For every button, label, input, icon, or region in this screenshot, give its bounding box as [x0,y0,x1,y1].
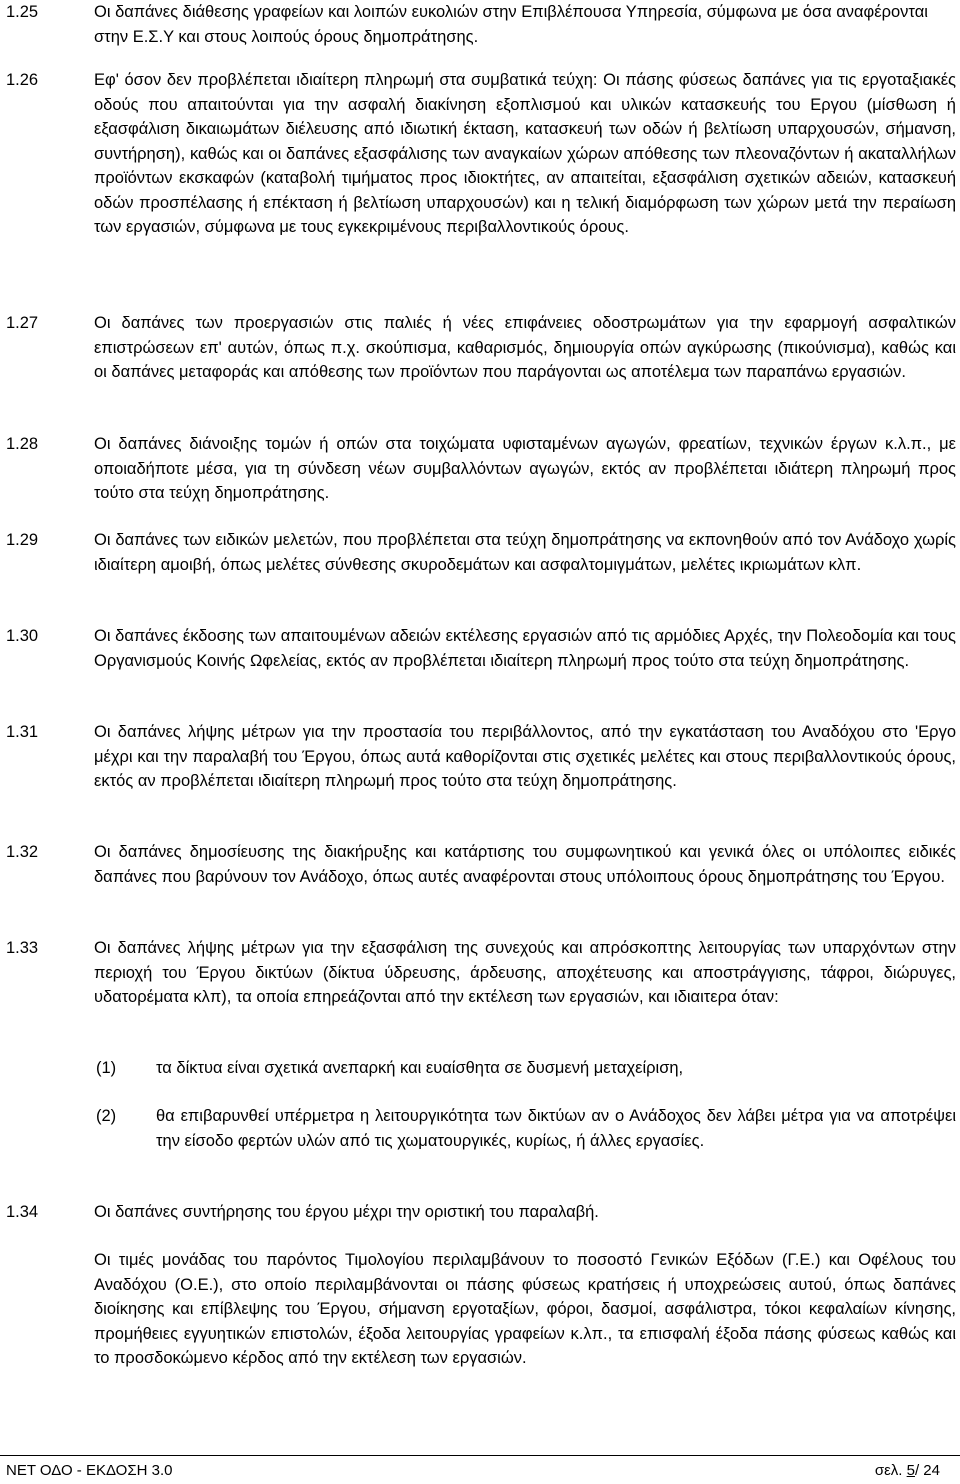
clause-1-25 [6,0,956,49]
footer-divider [0,1455,960,1456]
clause-text: Οι δαπάνες διάνοιξης τομών ή οπών στα τοιχώματα υφισταμένων αγωγών, φρεατίων, τεχνικών έργων κ.λ.π., με οποιαδήποτε μέσα, για τη σύνδεση νέων συμβαλλόντων αγωγών, εκτός αν προβλέπεται ιδιάτερη πληρωμή προς τούτο στα τεύχη δημοπράτησης. [94,435,956,502]
clause-number: 1.29 [6,531,39,549]
subclause-text: θα επιβαρυνθεί υπέρμετρα η λειτουργικότητα των δικτύων αν ο Ανάδοχος δεν λάβει μέτρα για να αποτρέψει την είσοδο φερτών υλών από τις χωματουργικές, κυρίως, ή άλλες εργασίες. [156,1107,956,1150]
clause-1-31 [6,720,956,794]
clause-number: 1.33 [6,939,39,957]
footer-document-version: ΝΕΤ ΟΔΟ - ΕΚΔΟΣΗ 3.0 [6,1462,173,1479]
clause-text: Οι δαπάνες λήψης μέτρων για την εξασφάλιση της συνεχούς και απρόσκοπτης λειτουργίας των υπαρχόντων στην περιοχή του Έργου δικτύων (δίκτυα ύδρευσης, άρδευσης, αποχέτευσης και αποστράγγισης, τάφροι, διώρυγες, υδατορέματα κλπ), τα οποία επηρεάζονται από την εκτέλεση των εργασιών, και ιδιαιτερα όταν: [94,939,956,1006]
clause-text: Οι δαπάνες των ειδικών μελετών, που προβλέπεται στα τεύχη δημοπράτησης να εκπονηθούν από τον Ανάδοχο χωρίς ιδιαίτερη αμοιβή, όπως μελέτες σύνθεσης σκυροδεμάτων και ασφαλτομιγμάτων, μελέτες ικριωμάτων κλπ. [94,531,956,574]
clause-text: Εφ' όσον δεν προβλέπεται ιδιαίτερη πληρωμή στα συμβατικά τεύχη: Οι πάσης φύσεως δαπάνες για τις εργοταξιακές οδούς που απαιτούνται για την ασφαλή διακίνηση εξοπλισμού και υλικών κατασκευής του Εργου (μίσθωση ή εξασφάλιση δικαιωμάτων διέλευσης από ιδιωτική έκταση, κατασκευή των οδών ή βελτίωση υπαρχουσών, σήμανση, συντήρηση), καθώς και οι δαπάνες εξασφάλισης των αναγκαίων χώρων απόθεσης των πλεοναζόντων ή ακαταλλήλων προϊόντων εκσκαφών (καταβολή τιμήματος προς ιδιοκτήτες, αν απαιτείται, εξασφάλιση σχετικών αδειών, κατασκευή οδών προσπέλασης ή επέκταση ή βελτίωση υπαρχουσών) και η τελική διαμόρφωση των χώρων μετά την περαίωση των εργασιών, σύμφωνα με τους εγκεκριμένους περιβαλλοντικούς όρους. [94,71,956,236]
clause-number: 1.34 [6,1203,39,1221]
clause-1-27 [6,311,956,385]
clause-number: 1.30 [6,627,39,645]
clause-text: Οι δαπάνες δημοσίευσης της διακήρυξης και κατάρτισης του συμφωνητικού και γενικά όλες οι υπόλοιπες ειδικές δαπάνες που βαρύνουν τον Ανάδοχο, όπως αυτές αναφέρονται στους υπόλοιπους όρους δημοπράτησης του Έργου. [94,843,956,886]
clause-1-29 [6,528,956,577]
page-total: / 24 [914,1462,940,1479]
clause-1-32 [6,840,956,889]
clause-1-34 [6,1200,956,1225]
clause-text: Οι δαπάνες των προεργασιών στις παλιές ή νέες επιφάνειες οδοστρωμάτων για την εφαρμογή ασφαλτικών επιστρώσεων επ' αυτών, όπως π.χ. σκούπισμα, καθαρισμός, δημιουργία οπών αγκύρωσης (πικούνισμα), καθώς και οι δαπάνες μεταφοράς και απόθεσης των προϊόντων που παράγονται ως αποτέλεμα των παραπάνω εργασιών. [94,314,956,381]
clause-number: 1.32 [6,843,39,861]
clause-text: Οι δαπάνες συντήρησης του έργου μέχρι την οριστική του παραλαβή. [94,1203,599,1221]
clause-number: 1.28 [6,435,39,453]
clause-text: Οι δαπάνες έκδοσης των απαιτουμένων αδειών εκτέλεσης εργασιών από τις αρμόδιες Αρχές, την Πολεοδομία και τους Οργανισμούς Κοινής Ωφελείας, εκτός αν προβλέπεται ιδιαίτερη πληρωμή προς τούτο στα τεύχη δημοπράτησης. [94,627,956,670]
subclause-1 [96,1056,956,1081]
page-current: 5 [906,1462,915,1479]
clause-number: 1.31 [6,723,39,741]
clause-number: 1.27 [6,314,39,332]
clause-1-26 [6,68,956,240]
clause-text: Οι δαπάνες διάθεσης γραφείων και λοιπών ευκολιών στην Επιβλέπουσα Υπηρεσία, σύμφωνα με όσα αναφέρονται στην Ε.Σ.Υ και στους λοιπούς όρους δημοπράτησης. [94,3,928,46]
clause-1-30 [6,624,956,673]
subclause-number: (1) [96,1059,117,1077]
subclause-number: (2) [96,1107,117,1125]
subclause-text: τα δίκτυα είναι σχετικά ανεπαρκή και ευαίσθητα σε δυσμενή μεταχείριση, [156,1059,684,1077]
clause-text: Οι δαπάνες λήψης μέτρων για την προστασία του περιβάλλοντος, από την εγκατάσταση του Αναδόχου στο 'Εργο μέχρι και την παραλαβή του Έργου, όπως αυτά καθορίζονται στις σχετικές μελέτες και στους περιβαλλοντικούς όρους, εκτός αν προβλέπεται ιδιαίτερη πληρωμή προς τούτο στα τεύχη δημοπράτησης. [94,723,956,790]
clause-number: 1.25 [6,3,39,21]
subclause-2 [96,1104,956,1153]
page-prefix: σελ. [874,1462,907,1479]
clause-1-33 [6,936,956,1010]
footer-page-indicator [875,1459,940,1484]
clause-1-28 [6,432,956,506]
clause-number: 1.26 [6,71,39,89]
closing-paragraph: Οι τιμές μονάδας του παρόντος Τιμολογίου περιλαμβάνουν το ποσοστό Γενικών Εξόδων (Γ.Ε.) και Οφέλους του Αναδόχου (Ο.Ε.), στο οποίο περιλαμβάνονται οι πάσης φύσεως κρατήσεις ή υποχρεώσεις αυτού, όπως δαπάνες διοίκησης και επίβλεψης του Έργου, σήμανση εργοταξίων, φόροι, δασμοί, ασφάλιστρα, τόκοι κεφαλαίων κίνησης, προμήθειες εγγυητικών επιστολών, έξοδα λειτουργίας γραφείων κ.λπ., τα επισφαλή έξοδα πάσης φύσεως καθώς και το προσδοκώμενο κέρδος από την εκτέλεση των εργασιών. [94,1251,956,1367]
